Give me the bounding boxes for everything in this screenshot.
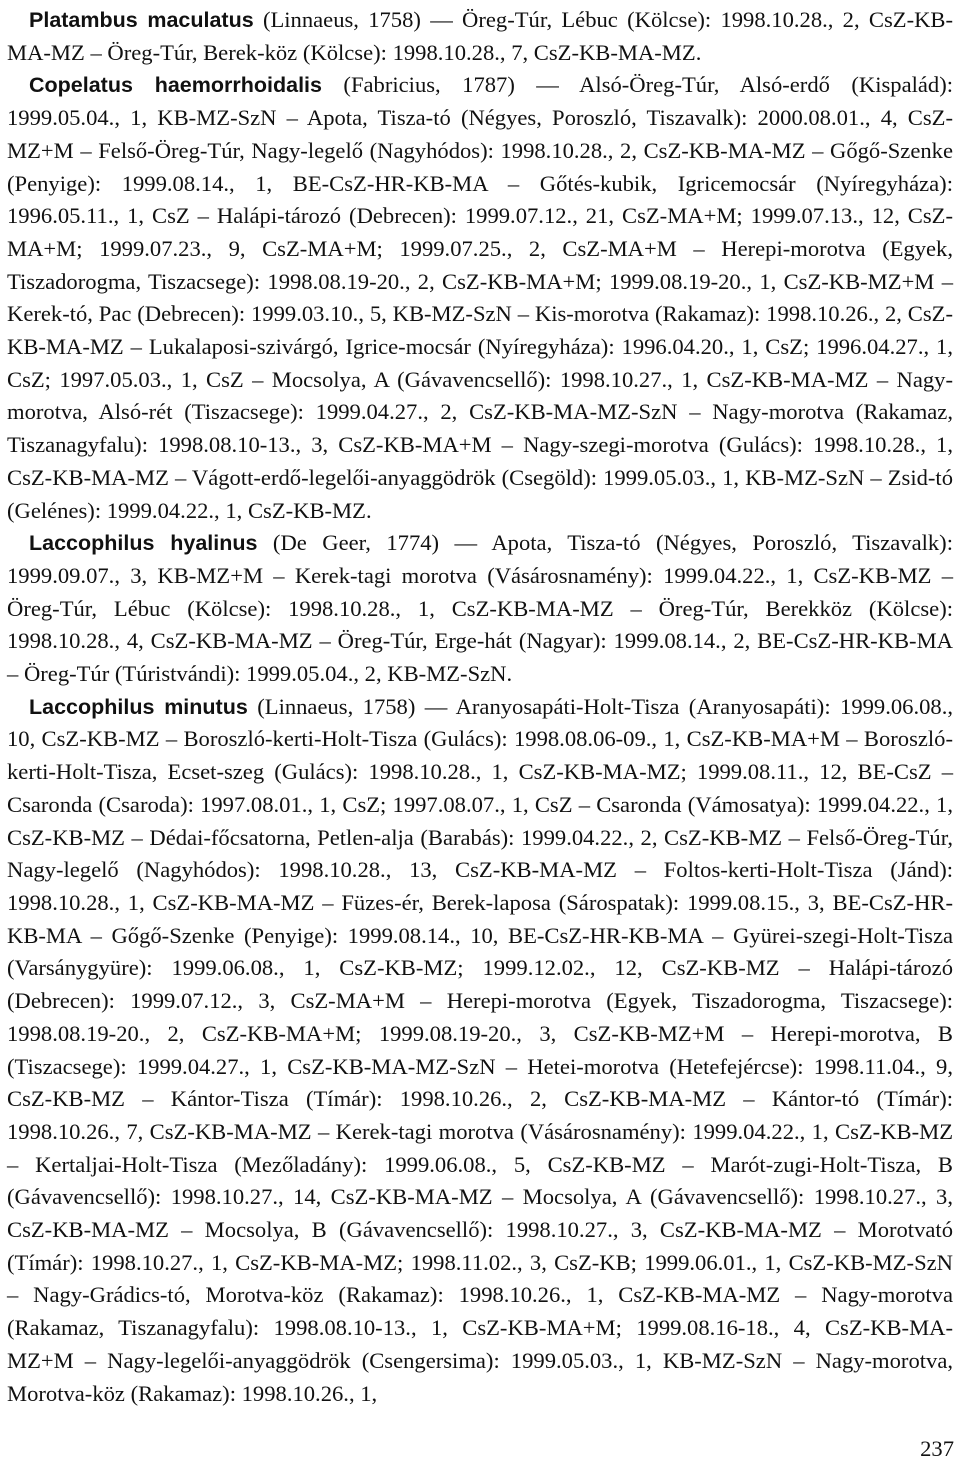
species-records: (De Geer, 1774) — Apota, Tisza-tó (Négyes, Poroszló, Tiszavalk): 1999.09.07., 3, KB-MZ+M – Kerek-tagi morotva (Vásárosnamény): 1999.04.22., 1, CsZ-KB-MZ – Öreg-Túr, Lébuc (Kölcse): 1998.10.28., 1, CsZ-KB-MA-MZ – Öreg-Túr, Berekköz (Kölcse): 1998.10.28., 4, CsZ-KB-MA-MZ – Öreg-Túr, Erge-hát (Nagyar): 1999.08.14., 2, BE-CsZ-HR-KB-MA – Öreg-Túr (Túristvándi): 1999.05.04., 2, KB-MZ-SzN. bbox=[7, 530, 953, 687]
species-records: (Fabricius, 1787) — Alsó-Öreg-Túr, Alsó-erdő (Kispalád): 1999.05.04., 1, KB-MZ-SzN – Apota, Tisza-tó (Négyes, Poroszló, Tiszavalk): 2000.08.01., 4, CsZ-MZ+M – Felső-Öreg-Túr, Nagy-legelő (Nagyhódos): 1998.10.28., 2, CsZ-KB-MA-MZ – Gőgő-Szenke (Penyige): 1999.08.14., 1, BE-CsZ-HR-KB-MA – Gőtés-kubik, Igricemocsár (Nyíregyháza): 1996.05.11., 1, CsZ – Halápi-tározó (Debrecen): 1999.07.12., 21, CsZ-MA+M; 1999.07.13., 12, CsZ-MA+M; 1999.07.23., 9, CsZ-MA+M; 1999.07.25., 2, CsZ-MA+M – Herepi-morotva (Egyek, Tiszadorogma, Tiszacsege): 1998.08.19-20., 2, CsZ-KB-MA+M; 1999.08.19-20., 1, CsZ-KB-MZ+M – Kerek-tó, Pac (Debrecen): 1999.03.10., 5, KB-MZ-SzN – Kis-morotva (Rakamaz): 1998.10.26., 2, CsZ-KB-MA-MZ – Lukalaposi-szivárgó, Igrice-mocsár (Nyíregyháza): 1996.04.20., 1, CsZ; 1996.04.27., 1, CsZ; 1997.05.03., 1, CsZ – Mocsolya, A (Gávavencsellő): 1998.10.27., 1, CsZ-KB-MA-MZ – Nagy-morotva, Alsó-rét (Tiszacsege): 1999.04.27., 2, CsZ-KB-MA-MZ-SzN – Nagy-morotva (Rakamaz, Tiszanagyfalu): 1998.08.10-13., 3, CsZ-KB-MA+M – Nagy-szegi-morotva (Gulács): 1998.10.28., 1, CsZ-KB-MA-MZ – Vágott-erdő-legelői-anyaggödrök (Csegöld): 1999.05.03., 1, KB-MZ-SzN – Zsid-tó (Gelénes): 1999.04.22., 1, CsZ-KB-MZ. bbox=[7, 72, 954, 523]
species-entry-copelatus-haemorrhoidalis bbox=[7, 69, 953, 527]
species-entry-platambus-maculatus bbox=[7, 4, 953, 69]
document-body bbox=[7, 4, 953, 1410]
species-name: Laccophilus hyalinus bbox=[29, 531, 258, 556]
species-name: Platambus maculatus bbox=[29, 8, 254, 32]
species-records: (Linnaeus, 1758) — Öreg-Túr, Lébuc (Kölcse): 1998.10.28., 2, CsZ-KB-MA-MZ – Öreg-Túr, Berek-köz (Kölcse): 1998.10.28., 7, CsZ-KB-MA-MZ. bbox=[7, 7, 953, 65]
page-number: 237 bbox=[920, 1436, 954, 1461]
species-records: (Linnaeus, 1758) — Aranyosapáti-Holt-Tisza (Aranyosapáti): 1999.06.08., 10, CsZ-KB-MZ – Boroszló-kerti-Holt-Tisza (Gulács): 1998.08.06-09., 1, CsZ-KB-MA+M – Boroszló-kerti-Holt-Tisza, Ecset-szeg (Gulács): 1998.10.28., 1, CsZ-KB-MA-MZ; 1999.08.11., 12, BE-CsZ – Csaronda (Csaroda): 1997.08.01., 1, CsZ; 1997.08.07., 1, CsZ – Csaronda (Vámosatya): 1999.04.22., 1, CsZ-KB-MZ – Dédai-főcsatorna, Petlen-alja (Barabás): 1999.04.22., 2, CsZ-KB-MZ – Felső-Öreg-Túr, Nagy-legelő (Nagyhódos): 1998.10.28., 13, CsZ-KB-MA-MZ – Foltos-kerti-Holt-Tisza (Jánd): 1998.10.28., 1, CsZ-KB-MA-MZ – Füzes-ér, Berek-laposa (Sárospatak): 1999.08.15., 3, BE-CsZ-HR-KB-MA – Gőgő-Szenke (Penyige): 1999.08.14., 10, BE-CsZ-HR-KB-MA – Gyürei-szegi-Holt-Tisza (Varsánygyüre): 1999.06.08., 1, CsZ-KB-MZ; 1999.12.02., 12, CsZ-KB-MZ – Halápi-tározó (Debrecen): 1999.07.12., 3, CsZ-MA+M – Herepi-morotva (Egyek, Tiszadorogma, Tiszacsege): 1998.08.19-20., 2, CsZ-KB-MA+M; 1999.08.19-20., 3, CsZ-KB-MZ+M – Herepi-morotva, B (Tiszacsege): 1999.04.27., 1, CsZ-KB-MA-MZ-SzN – Hetei-morotva (Hetefejércse): 1998.11.04., 9, CsZ-KB-MZ – Kántor-Tisza (Tímár): 1998.10.26., 2, CsZ-KB-MA-MZ – Kántor-tó (Tímár): 1998.10.26., 7, CsZ-KB-MA-MZ – Kerek-tagi morotva (Vásárosnamény): 1999.04.22., 1, CsZ-KB-MZ – Kertaljai-Holt-Tisza (Mezőladány): 1999.06.08., 5, CsZ-KB-MZ – Marót-zugi-Holt-Tisza, B (Gávavencsellő): 1998.10.27., 14, CsZ-KB-MA-MZ – Mocsolya, A (Gávavencsellő): 1998.10.27., 3, CsZ-KB-MA-MZ – Mocsolya, B (Gávavencsellő): 1998.10.27., 3, CsZ-KB-MA-MZ – Morotvató (Tímár): 1998.10.27., 1, CsZ-KB-MA-MZ; 1998.11.02., 3, CsZ-KB; 1999.06.01., 1, CsZ-KB-MZ-SzN – Nagy-Grádics-tó, Morotva-köz (Rakamaz): 1998.10.26., 1, CsZ-KB-MA-MZ – Nagy-morotva (Rakamaz, Tiszanagyfalu): 1998.08.10-13., 1, CsZ-KB-MA+M; 1999.08.16-18., 4, CsZ-KB-MA-MZ+M – Nagy-legelői-anyaggödrök (Csengersima): 1999.05.03., 1, KB-MZ-SzN – Nagy-morotva, Morotva-köz (Rakamaz): 1998.10.26., 1, bbox=[7, 693, 953, 1406]
species-entry-laccophilus-hyalinus bbox=[7, 527, 953, 691]
species-entry-laccophilus-minutus bbox=[7, 691, 953, 1410]
species-name: Laccophilus minutus bbox=[29, 694, 248, 719]
species-name: Copelatus haemorrhoidalis bbox=[29, 73, 322, 98]
